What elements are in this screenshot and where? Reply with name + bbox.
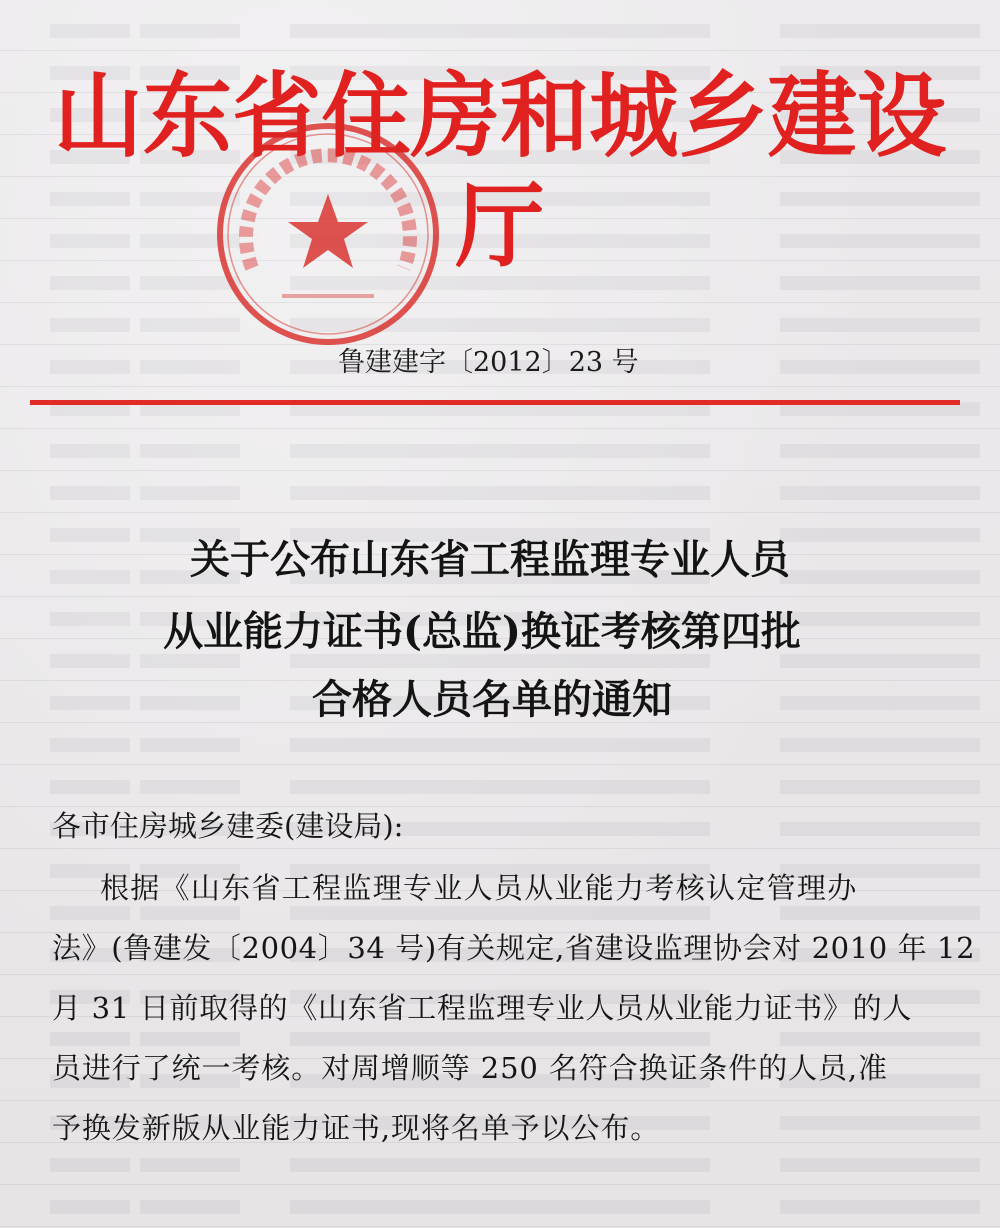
ghost-cell <box>50 24 130 38</box>
ghost-cell <box>140 1200 240 1214</box>
ghost-cell <box>140 1158 240 1172</box>
ghost-cell <box>50 486 130 500</box>
title-line-2: 从业能力证书(总监)换证考核第四批 <box>163 608 801 655</box>
ghost-cell <box>780 1032 980 1046</box>
title-line-1: 关于公布山东省工程监理专业人员 <box>190 536 790 583</box>
ghost-cell <box>50 906 130 920</box>
ghost-cell <box>140 24 240 38</box>
ghost-row <box>0 304 1000 345</box>
ghost-cell <box>50 738 130 752</box>
ghost-cell <box>290 1158 710 1172</box>
body-line-4: 员进行了统一考核。对周增顺等 250 名符合换证条件的人员,准 <box>52 1051 888 1085</box>
red-star-seal-icon <box>212 118 444 350</box>
ghost-cell <box>290 1032 710 1046</box>
header-divider <box>30 400 960 405</box>
ghost-cell <box>140 444 240 458</box>
ghost-cell <box>290 906 710 920</box>
ghost-cell <box>50 444 130 458</box>
body-line-2: 法》(鲁建发〔2004〕34 号)有关规定,省建设监理协会对 2010 年 12 <box>52 931 976 965</box>
ghost-cell <box>780 906 980 920</box>
ghost-cell <box>140 780 240 794</box>
ghost-cell <box>50 360 130 374</box>
ghost-cell <box>140 1032 240 1046</box>
ghost-row <box>0 1186 1000 1227</box>
ghost-cell <box>780 1158 980 1172</box>
ghost-cell <box>140 486 240 500</box>
ghost-cell <box>780 486 980 500</box>
addressee: 各市住房城乡建委(建设局): <box>52 809 404 843</box>
ghost-cell <box>290 738 710 752</box>
body-line-1: 根据《山东省工程监理专业人员从业能力考核认定管理办 <box>100 871 858 905</box>
agency-header: 山东省住房和城乡建设厅 <box>53 63 947 281</box>
ghost-cell <box>780 738 980 752</box>
document-number: 鲁建建字〔2012〕23 号 <box>338 347 639 378</box>
ghost-cell <box>50 318 130 332</box>
ghost-cell <box>50 1158 130 1172</box>
ghost-cell <box>140 906 240 920</box>
ghost-cell <box>780 24 980 38</box>
ghost-row <box>0 472 1000 513</box>
ghost-row <box>0 1144 1000 1185</box>
ghost-cell <box>50 1032 130 1046</box>
ghost-cell <box>140 360 240 374</box>
ghost-cell <box>780 780 980 794</box>
title-line-3: 合格人员名单的通知 <box>312 676 672 723</box>
ghost-row <box>0 388 1000 429</box>
ghost-cell <box>50 1200 130 1214</box>
body-line-3: 月 31 日前取得的《山东省工程监理专业人员从业能力证书》的人 <box>52 991 913 1025</box>
ghost-cell <box>290 24 710 38</box>
ghost-row <box>0 430 1000 471</box>
ghost-cell <box>780 360 980 374</box>
ghost-cell <box>290 486 710 500</box>
ghost-cell <box>780 822 980 836</box>
ghost-cell <box>780 1200 980 1214</box>
ghost-row <box>0 724 1000 765</box>
ghost-row <box>0 766 1000 807</box>
ghost-cell <box>290 1200 710 1214</box>
ghost-cell <box>780 444 980 458</box>
ghost-row <box>0 10 1000 51</box>
ghost-cell <box>50 780 130 794</box>
ghost-cell <box>290 444 710 458</box>
ghost-cell <box>140 738 240 752</box>
ghost-cell <box>290 780 710 794</box>
ghost-cell <box>780 318 980 332</box>
body-line-5: 予换发新版从业能力证书,现将名单予以公布。 <box>52 1111 661 1145</box>
